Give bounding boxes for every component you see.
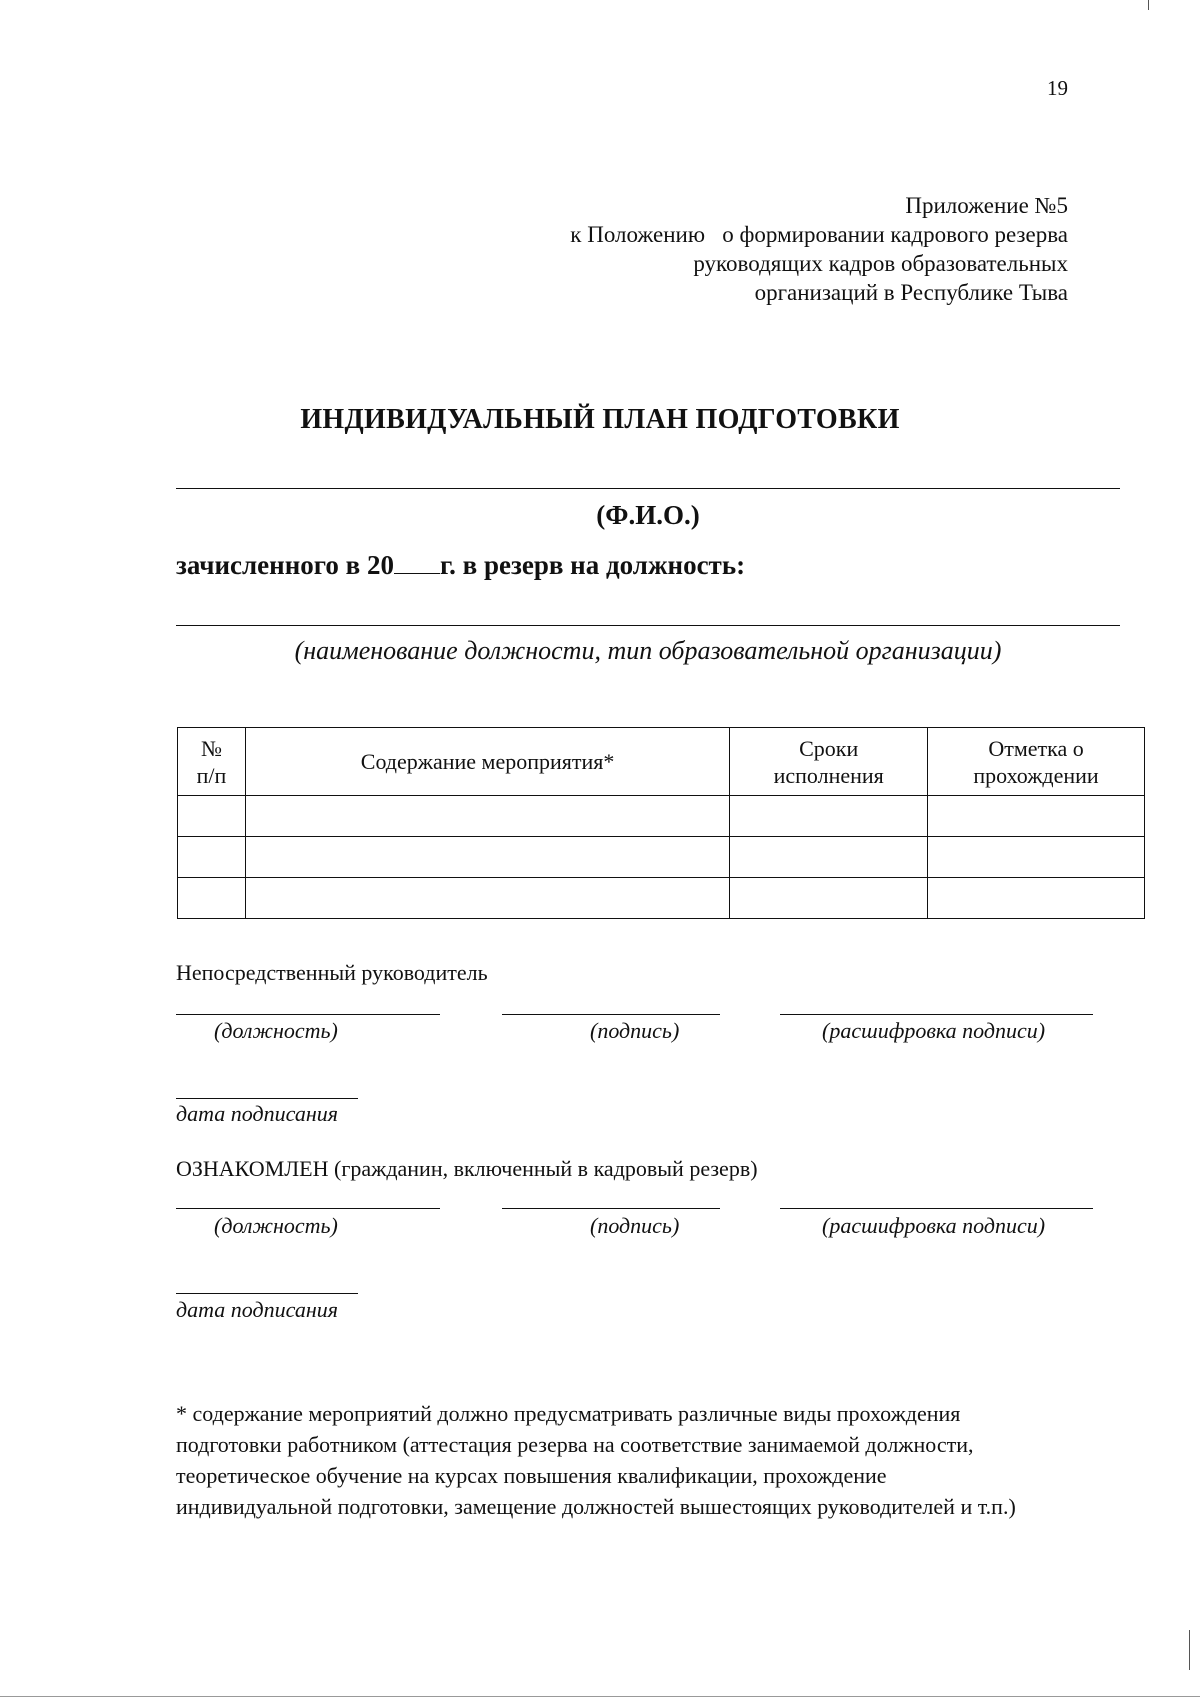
acquainted-signature-caption: (подпись): [590, 1213, 680, 1238]
manager-date-line: [176, 1098, 358, 1099]
scan-edge-mark-right: [1189, 1630, 1190, 1670]
appendix-line: Приложение №5: [905, 193, 1068, 218]
manager-signature-caption: (подпись): [590, 1018, 680, 1043]
acquainted-date-line: [176, 1293, 358, 1294]
acquainted-label: ОЗНАКОМЛЕН (гражданин, включенный в кадровый резерв): [176, 1156, 758, 1181]
header-number: [178, 728, 246, 796]
header-text: Отметка о: [988, 735, 1084, 761]
header-text: Сроки: [799, 735, 859, 761]
table-cell[interactable]: [730, 837, 928, 878]
appendix-line: руководящих кадров образовательных: [693, 251, 1068, 276]
table-cell[interactable]: [245, 837, 729, 878]
table-row: [178, 796, 1145, 837]
scan-edge-line-bottom: [0, 1696, 1200, 1697]
enrolled-line: [176, 550, 745, 581]
manager-position-line: [176, 1014, 440, 1015]
table-cell[interactable]: [730, 878, 928, 919]
table-cell[interactable]: [178, 796, 246, 837]
table-cell[interactable]: [928, 796, 1145, 837]
year-blank: [394, 553, 440, 574]
footnote-line: индивидуальной подготовки, замещение должностей вышестоящих руководителей и т.п.): [176, 1494, 1016, 1519]
manager-date-caption: дата подписания: [176, 1101, 338, 1126]
table-cell[interactable]: [178, 878, 246, 919]
table-cell[interactable]: [730, 796, 928, 837]
plan-table: [177, 727, 1145, 919]
header-text: п/п: [196, 762, 227, 788]
table-cell[interactable]: [178, 837, 246, 878]
manager-decoding-caption: (расшифровка подписи): [822, 1018, 1046, 1043]
manager-label: Непосредственный руководитель: [176, 960, 488, 985]
footnote-line: теоретическое обучение на курсах повышения квалификации, прохождение: [176, 1463, 887, 1488]
acquainted-date-caption: дата подписания: [176, 1297, 338, 1322]
enrolled-suffix: г. в резерв на должность:: [439, 550, 746, 580]
fio-label: (Ф.И.О.): [596, 500, 700, 530]
header-text: прохождении: [973, 762, 1099, 788]
table-cell[interactable]: [928, 878, 1145, 919]
header-content: Содержание мероприятия*: [245, 728, 729, 796]
acquainted-position-line: [176, 1208, 440, 1209]
manager-decoding-line: [780, 1014, 1093, 1015]
table-cell[interactable]: [245, 796, 729, 837]
position-caption: (наименование должности, тип образовательной организации): [294, 636, 1002, 665]
footnote: [176, 1398, 1136, 1522]
table-row: [178, 878, 1145, 919]
acquainted-position-caption: (должность): [214, 1213, 338, 1238]
header-mark: [928, 728, 1145, 796]
acquainted-signature-line: [502, 1208, 720, 1209]
scan-edge-mark-top: [1148, 0, 1149, 10]
footnote-line: подготовки работником (аттестация резерва на соответствие занимаемой должности,: [176, 1432, 974, 1457]
position-fill-line: [176, 625, 1120, 626]
header-text: №: [200, 735, 222, 761]
acquainted-decoding-line: [780, 1208, 1093, 1209]
appendix-line: к Положению о формировании кадрового резерва: [570, 222, 1068, 247]
table-row: [178, 837, 1145, 878]
header-terms: [730, 728, 928, 796]
table-cell[interactable]: [928, 837, 1145, 878]
appendix-header: [368, 191, 1068, 307]
appendix-line: организаций в Республике Тыва: [754, 280, 1068, 305]
manager-signature-line: [502, 1014, 720, 1015]
page-number: 19: [1047, 76, 1068, 100]
footnote-line: * содержание мероприятий должно предусматривать различные виды прохождения: [176, 1401, 961, 1426]
fio-fill-line: [176, 488, 1120, 489]
header-text: исполнения: [773, 762, 884, 788]
table-cell[interactable]: [245, 878, 729, 919]
enrolled-prefix: зачисленного в 20: [176, 550, 394, 580]
document-title: ИНДИВИДУАЛЬНЫЙ ПЛАН ПОДГОТОВКИ: [300, 404, 900, 435]
acquainted-decoding-caption: (расшифровка подписи): [822, 1213, 1046, 1238]
manager-position-caption: (должность): [214, 1018, 338, 1043]
table-header-row: [178, 728, 1145, 796]
